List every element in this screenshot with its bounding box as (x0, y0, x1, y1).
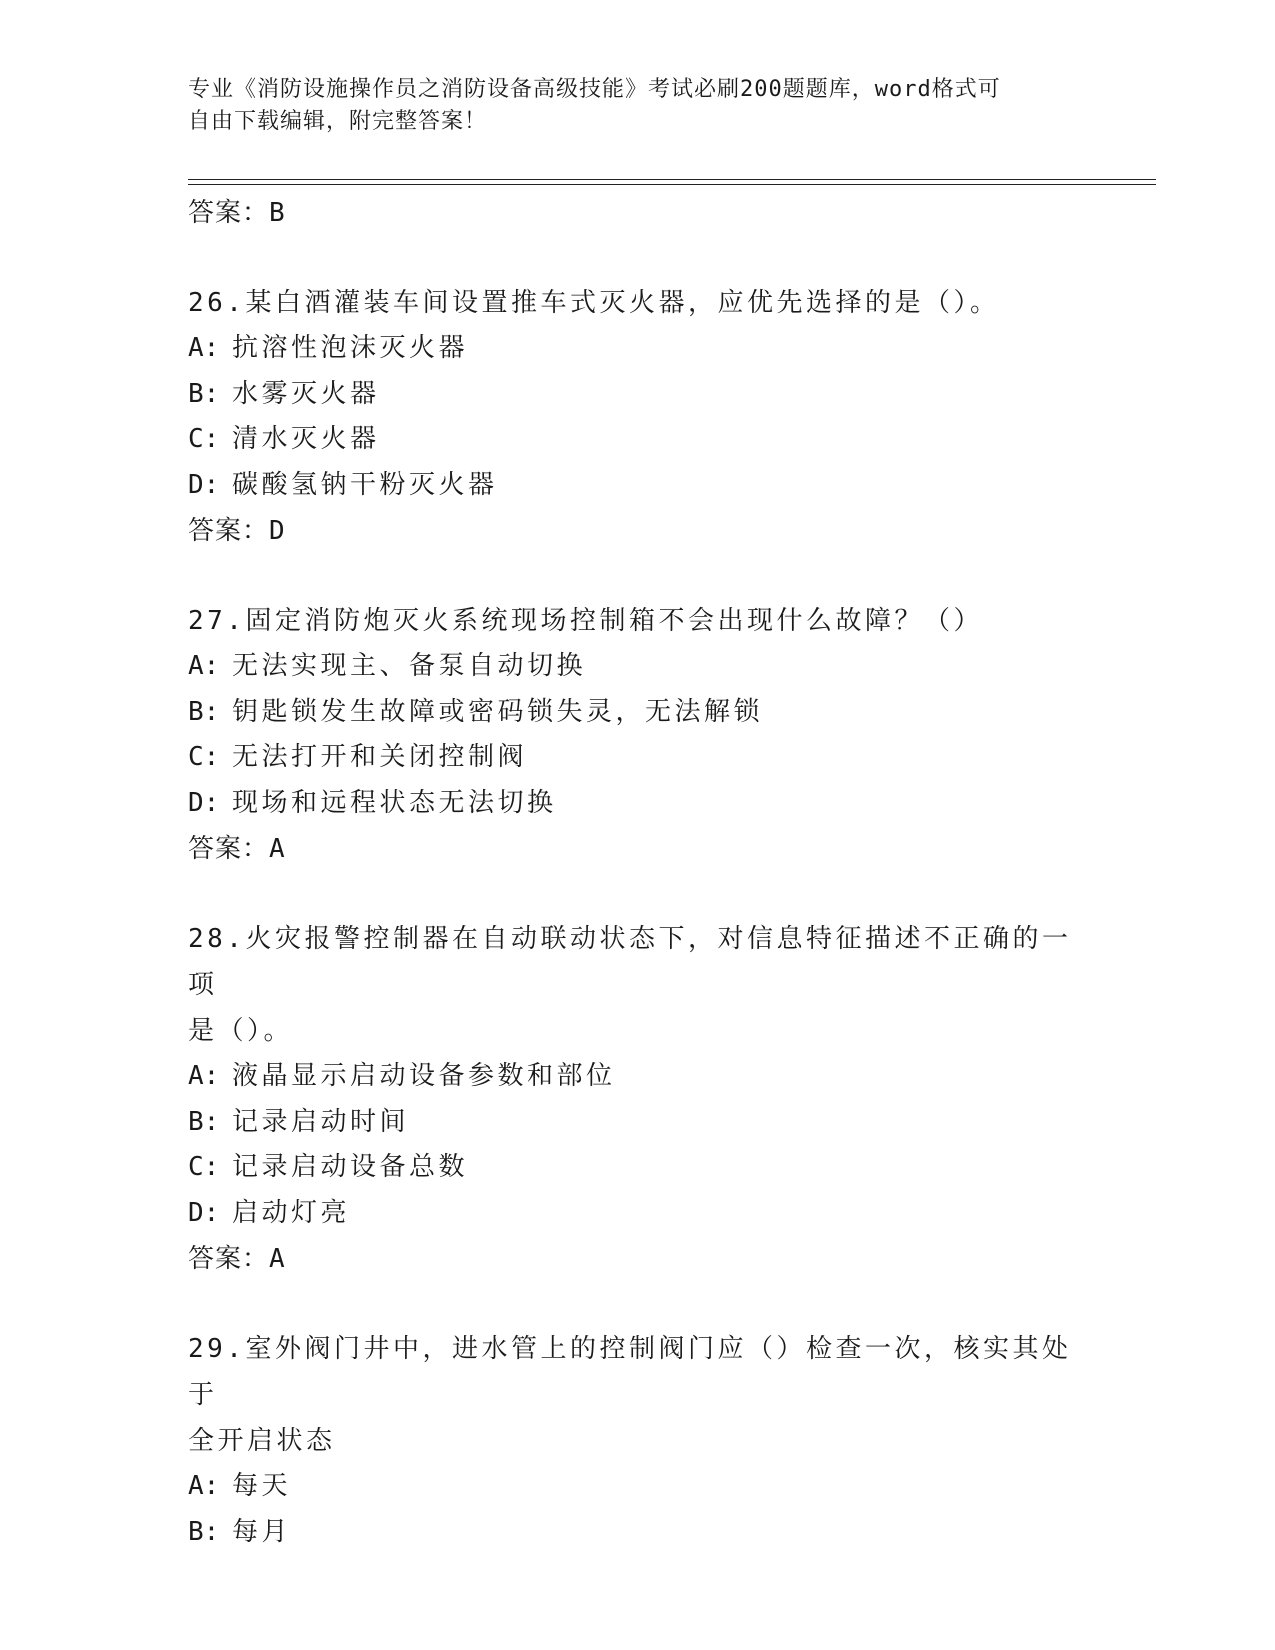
document-header (188, 74, 1068, 138)
option-a (188, 644, 1088, 690)
header-divider-bottom (188, 184, 1156, 185)
question-text: 26.某白酒灌装车间设置推车式灭火器，应优先选择的是（）。 (188, 288, 1000, 318)
question-list (188, 190, 1088, 1555)
option-letter: A: (188, 651, 220, 681)
option-letter: A: (188, 1061, 220, 1091)
question-29 (188, 1326, 1088, 1555)
option-letter: D: (188, 1197, 220, 1228)
answer-line: 答案：B (188, 198, 286, 228)
option-d (188, 1191, 1088, 1237)
option-letter: D: (188, 469, 220, 500)
question-text-line-1: 28.火灾报警控制器在自动联动状态下，对信息特征描述不正确的一项 (188, 924, 1072, 1000)
option-letter: B: (188, 378, 220, 409)
option-a (188, 326, 1088, 372)
header-divider-top (188, 179, 1156, 180)
option-letter: A: (188, 333, 220, 363)
question-text-line-1: 29.室外阀门井中，进水管上的控制阀门应（）检查一次，核实其处于 (188, 1334, 1072, 1410)
option-letter: C: (188, 1152, 220, 1182)
option-letter: C: (188, 424, 220, 454)
option-text: 每月 (232, 1516, 292, 1547)
option-c (188, 735, 1088, 781)
answer-line: 答案：A (188, 834, 286, 864)
option-letter: B: (188, 696, 220, 727)
option-c (188, 417, 1088, 463)
option-text: 抗溶性泡沫灭火器 (232, 333, 469, 363)
option-letter: C: (188, 742, 220, 772)
question-28 (188, 916, 1088, 1282)
answer-line: 答案：D (188, 516, 286, 546)
option-d (188, 463, 1088, 509)
option-text: 无法实现主、备泵自动切换 (232, 651, 587, 681)
answer-line: 答案：A (188, 1244, 286, 1274)
header-line-2: 自由下载编辑，附完整答案！ (188, 109, 488, 134)
option-letter: B: (188, 1106, 220, 1137)
option-letter: D: (188, 787, 220, 818)
option-c (188, 1145, 1088, 1191)
option-text: 现场和远程状态无法切换 (232, 787, 557, 818)
option-text: 无法打开和关闭控制阀 (232, 742, 528, 772)
question-26 (188, 280, 1088, 554)
option-text: 水雾灭火器 (232, 378, 380, 409)
option-b (188, 690, 1088, 736)
option-text: 记录启动设备总数 (232, 1152, 469, 1182)
option-text: 记录启动时间 (232, 1106, 410, 1137)
question-text-line-2: 是（）。 (188, 1016, 294, 1046)
question-text: 27.固定消防炮灭火系统现场控制箱不会出现什么故障？（） (188, 606, 983, 636)
option-text: 碳酸氢钠干粉灭火器 (232, 469, 498, 500)
option-text: 清水灭火器 (232, 424, 380, 454)
option-d (188, 781, 1088, 827)
option-text: 钥匙锁发生故障或密码锁失灵，无法解锁 (232, 696, 764, 727)
question-text-line-2: 全开启状态 (188, 1426, 336, 1456)
option-b (188, 372, 1088, 418)
header-line-1: 专业《消防设施操作员之消防设备高级技能》考试必刷200题题库，word格式可 (188, 77, 1001, 102)
option-letter: A: (188, 1471, 220, 1501)
question-27 (188, 598, 1088, 872)
option-text: 每天 (232, 1471, 292, 1501)
option-letter: B: (188, 1516, 220, 1547)
option-text: 液晶显示启动设备参数和部位 (232, 1061, 616, 1091)
option-a (188, 1054, 1088, 1100)
option-b (188, 1510, 1088, 1556)
option-b (188, 1100, 1088, 1146)
option-text: 启动灯亮 (232, 1197, 351, 1228)
option-a (188, 1464, 1088, 1510)
